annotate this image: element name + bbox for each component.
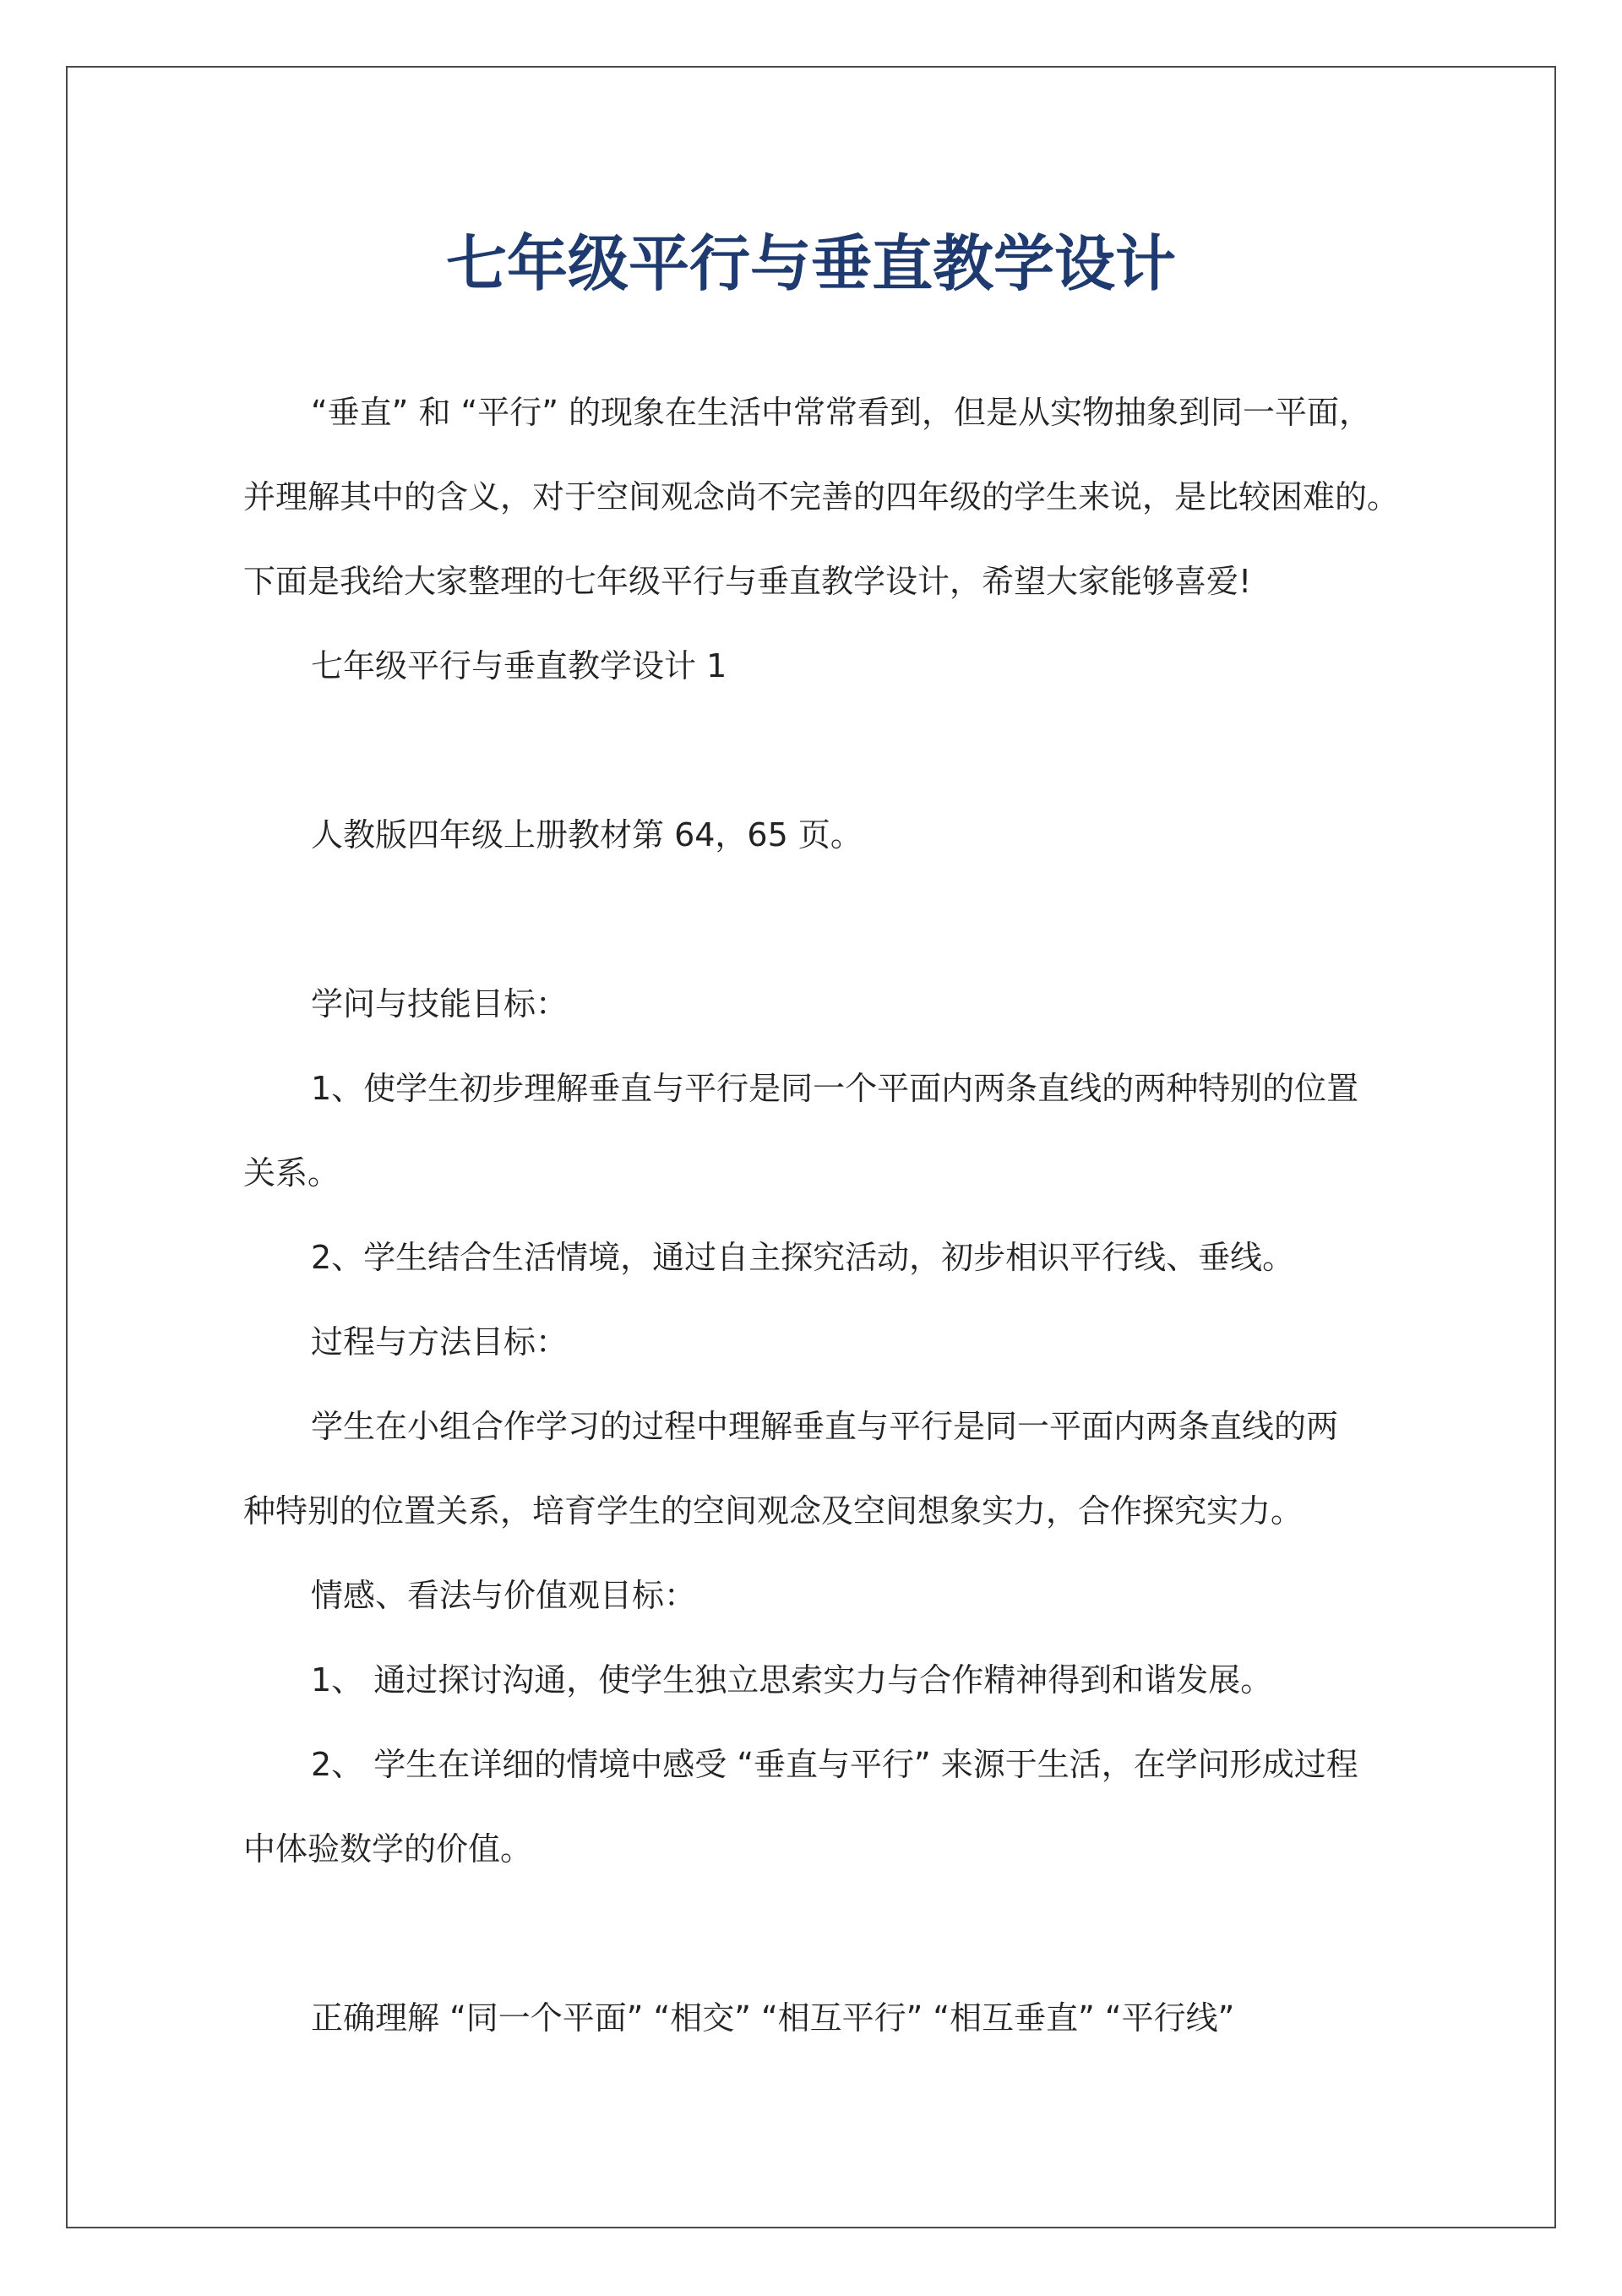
paragraph-line-1: “垂直” 和 “平行” 的现象在生活中常常看到，但是从实物抽象到同一平面，	[311, 394, 1371, 431]
page-border	[66, 66, 1556, 2228]
process-paragraph-line-1: 学生在小组合作学习的过程中理解垂直与平行是同一平面内两条直线的两	[311, 1408, 1339, 1445]
emotion-item-1: 1、 通过探讨沟通，使学生独立思索实力与合作精神得到和谐发展。	[311, 1661, 1273, 1699]
goal-item-1: 1、使学生初步理解垂直与平行是同一个平面内两条直线的两种特别的位置	[311, 1070, 1359, 1107]
emotion-item-2: 2、 学生在详细的情境中感受 “垂直与平行” 来源于生活，在学问形成过程	[311, 1746, 1358, 1783]
goal-item-1-cont: 关系。	[243, 1154, 340, 1192]
goal-heading-emotion: 情感、看法与价值观目标：	[311, 1577, 697, 1614]
document-title: 七年级平行与垂直教学设计	[445, 228, 1176, 299]
section-heading-1: 七年级平行与垂直教学设计 1	[311, 647, 727, 684]
paragraph-line-2: 并理解其中的含义，对于空间观念尚不完善的四年级的学生来说，是比较困难的。	[243, 478, 1400, 515]
process-paragraph-line-2: 种特别的位置关系，培育学生的空间观念及空间想象实力，合作探究实力。	[243, 1492, 1304, 1530]
key-concepts-line: 正确理解 “同一个平面” “相交” “相互平行” “相互垂直” “平行线”	[311, 1999, 1235, 2037]
goal-item-2: 2、学生结合生活情境，通过自主探究活动，初步相识平行线、垂线。	[311, 1239, 1295, 1276]
textbook-reference: 人教版四年级上册教材第 64，65 页。	[311, 816, 863, 854]
goal-heading-knowledge: 学问与技能目标：	[311, 985, 569, 1023]
emotion-item-2-cont: 中体验数学的价值。	[243, 1830, 533, 1868]
paragraph-line-3: 下面是我给大家整理的七年级平行与垂直教学设计，希望大家能够喜爱!	[243, 563, 1252, 600]
goal-heading-process: 过程与方法目标：	[311, 1323, 569, 1361]
